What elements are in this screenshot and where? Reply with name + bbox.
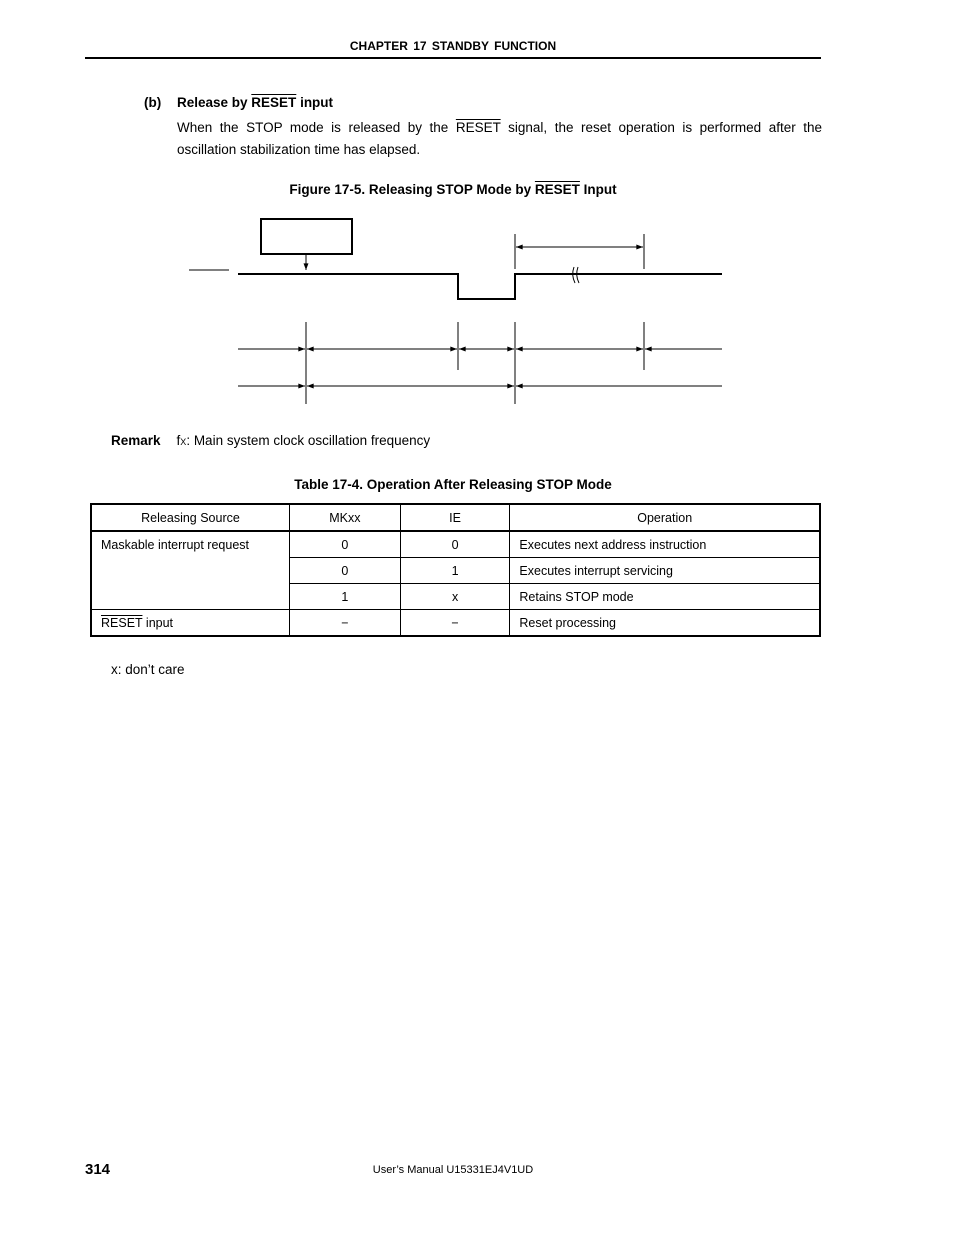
source-reset-input bbox=[91, 610, 289, 637]
header-rule bbox=[85, 57, 821, 59]
header-releasing-source: Releasing Source bbox=[91, 504, 289, 531]
header-mkxx: MKxx bbox=[289, 504, 400, 531]
cell-ie: x bbox=[400, 584, 510, 610]
cell-operation: Executes interrupt servicing bbox=[510, 558, 820, 584]
table-note: x: don’t care bbox=[111, 662, 185, 677]
cell-operation: Executes next address instruction bbox=[510, 531, 820, 558]
reset-suffix: input bbox=[142, 615, 174, 630]
remark-symbol: f bbox=[176, 433, 181, 448]
remark-subscript: X bbox=[180, 437, 187, 447]
cell-mkxx: 0 bbox=[289, 558, 400, 584]
section-title bbox=[177, 95, 333, 110]
header-ie: IE bbox=[400, 504, 510, 531]
figure-caption-signal: RESET bbox=[534, 182, 580, 197]
header-operation: Operation bbox=[510, 504, 820, 531]
chapter-header: CHAPTER 17 STANDBY FUNCTION bbox=[349, 39, 557, 53]
standby-box bbox=[261, 219, 352, 254]
cell-mkxx: 0 bbox=[289, 531, 400, 558]
cell-operation: Retains STOP mode bbox=[510, 584, 820, 610]
manual-footer: User’s Manual U15331EJ4V1UD bbox=[372, 1164, 534, 1176]
page-number: 314 bbox=[85, 1161, 111, 1178]
table-header-row bbox=[91, 504, 820, 531]
table-caption: Table 17-4. Operation After Releasing STOP Mode bbox=[294, 477, 612, 492]
section-title-prefix: Release by bbox=[177, 95, 252, 110]
para-part1: When the STOP mode is released by the bbox=[177, 120, 456, 135]
figure-caption-suffix: Input bbox=[579, 182, 617, 197]
remark-label: Remark bbox=[111, 433, 161, 448]
source-maskable-interrupt: Maskable interrupt request bbox=[91, 531, 289, 610]
section-paragraph bbox=[177, 117, 822, 161]
para-part2: signal, the reset operation is performed after the oscillation stabilization time has elapsed. bbox=[177, 120, 822, 157]
reset-waveform bbox=[238, 274, 722, 299]
remark-text: : Main system clock oscillation frequency bbox=[186, 433, 431, 448]
section-title-suffix: input bbox=[296, 95, 334, 110]
timing-diagram bbox=[180, 210, 740, 410]
cell-mkxx: 1 bbox=[289, 584, 400, 610]
cell-mkxx: − bbox=[289, 610, 400, 637]
remark bbox=[111, 433, 430, 448]
section-title-signal: RESET bbox=[251, 95, 297, 110]
reset-signal: RESET bbox=[101, 615, 143, 630]
cell-ie: 0 bbox=[400, 531, 510, 558]
operation-table bbox=[90, 503, 821, 637]
figure-caption bbox=[85, 182, 821, 197]
cell-ie: − bbox=[400, 610, 510, 637]
cell-operation: Reset processing bbox=[510, 610, 820, 637]
figure-caption-prefix: Figure 17-5. Releasing STOP Mode by bbox=[289, 182, 535, 197]
table-row bbox=[91, 531, 820, 558]
section-label: (b) bbox=[144, 95, 162, 110]
cell-ie: 1 bbox=[400, 558, 510, 584]
table-row bbox=[91, 610, 820, 637]
para-signal: RESET bbox=[455, 120, 501, 135]
